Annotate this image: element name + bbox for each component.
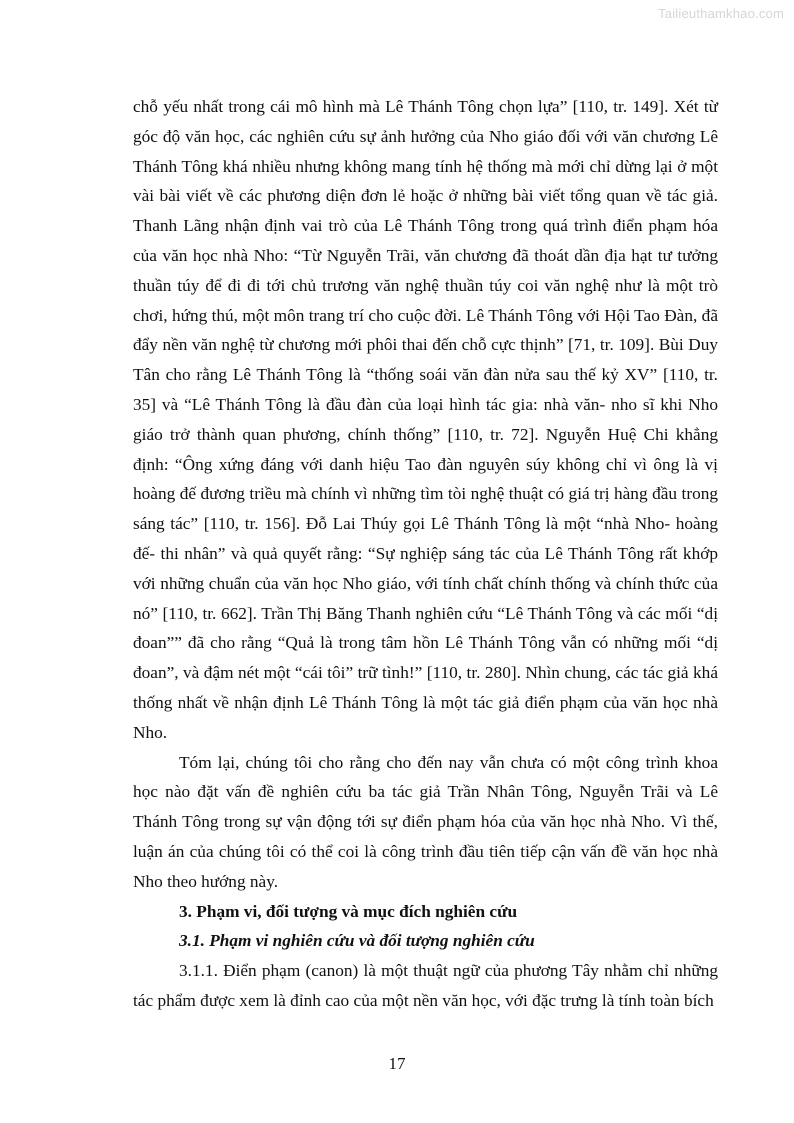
paragraph-1: chỗ yếu nhất trong cái mô hình mà Lê Thánh Tông chọn lựa” [110, tr. 149]. Xét từ góc độ văn học, các nghiên cứu sự ảnh hưởng của Nho giáo đối với văn chương Lê Thánh Tông khá nhiều nhưng không mang tính hệ thống mà mới chỉ dừng lại ở một vài bài viết về các phương diện đơn lẻ hoặc ở những bài viết tổng quan về tác giả. Thanh Lãng nhận định vai trò của Lê Thánh Tông trong quá trình điển phạm hóa của văn học nhà Nho: “Từ Nguyễn Trãi, văn chương đã thoát dần địa hạt tư tưởng thuần túy để đi đi tới chủ trương văn nghệ thuần túy coi văn nghệ như là một trò chơi, hứng thú, một môn trang trí cho cuộc đời. Lê Thánh Tông với Hội Tao Đàn, đã đẩy nền văn nghệ từ chương mới phôi thai đến chỗ cực thịnh” [71, tr. 109]. Bùi Duy Tân cho rằng Lê Thánh Tông là “thống soái văn đàn nửa sau thế kỷ XV” [110, tr. 35] và “Lê Thánh Tông là đầu đàn của loại hình tác gia: nhà văn- nho sĩ khi Nho giáo trở thành quan phương, chính thống” [110, tr. 72]. Nguyễn Huệ Chi khẳng định: “Ông xứng đáng với danh hiệu Tao đàn nguyên súy không chỉ vì ông là vị hoàng đế đương triều mà chính vì những tìm tòi nghệ thuật có giá trị hàng đầu trong sáng tác” [110, tr. 156]. Đỗ Lai Thúy gọi Lê Thánh Tông là một “nhà Nho- hoàng đế- thi nhân” và quả quyết rằng: “Sự nghiệp sáng tác của Lê Thánh Tông rất khớp với những chuẩn của văn học Nho giáo, với tính chất chính thống và chính thức của nó” [110, tr. 662]. Trần Thị Băng Thanh nghiên cứu “Lê Thánh Tông và các mối “dị đoan”” đã cho rằng “Quả là trong tâm hồn Lê Thánh Tông vẫn có những mối “dị đoan”, và đậm nét một “cái tôi” trữ tình!” [110, tr. 280]. Nhìn chung, các tác giả khá thống nhất về nhận định Lê Thánh Tông là một tác giả điển phạm của văn học nhà Nho. xyxy=(133,97,718,742)
paragraph-3: 3.1.1. Điển phạm (canon) là một thuật ngữ của phương Tây nhằm chỉ những tác phẩm được xem là đỉnh cao của một nền văn học, với đặc trưng là tính toàn bích xyxy=(133,961,718,1010)
document-body xyxy=(133,92,718,1016)
subsection-heading: 3.1. Phạm vi nghiên cứu và đối tượng nghiên cứu xyxy=(179,931,535,951)
page-number: 17 xyxy=(388,1054,406,1073)
watermark: Tailieuthamkhao.com xyxy=(658,6,784,21)
section-heading: 3. Phạm vi, đối tượng và mục đích nghiên cứu xyxy=(179,901,518,921)
paragraph-2: Tóm lại, chúng tôi cho rằng cho đến nay vẫn chưa có một công trình khoa học nào đặt vấn đề nghiên cứu ba tác giả Trần Nhân Tông, Nguyễn Trãi và Lê Thánh Tông trong sự vận động tới sự điển phạm hóa của văn học nhà Nho. Vì thế, luận án của chúng tôi có thể coi là công trình đầu tiên tiếp cận vấn đề văn học nhà Nho theo hướng này. xyxy=(133,752,718,891)
